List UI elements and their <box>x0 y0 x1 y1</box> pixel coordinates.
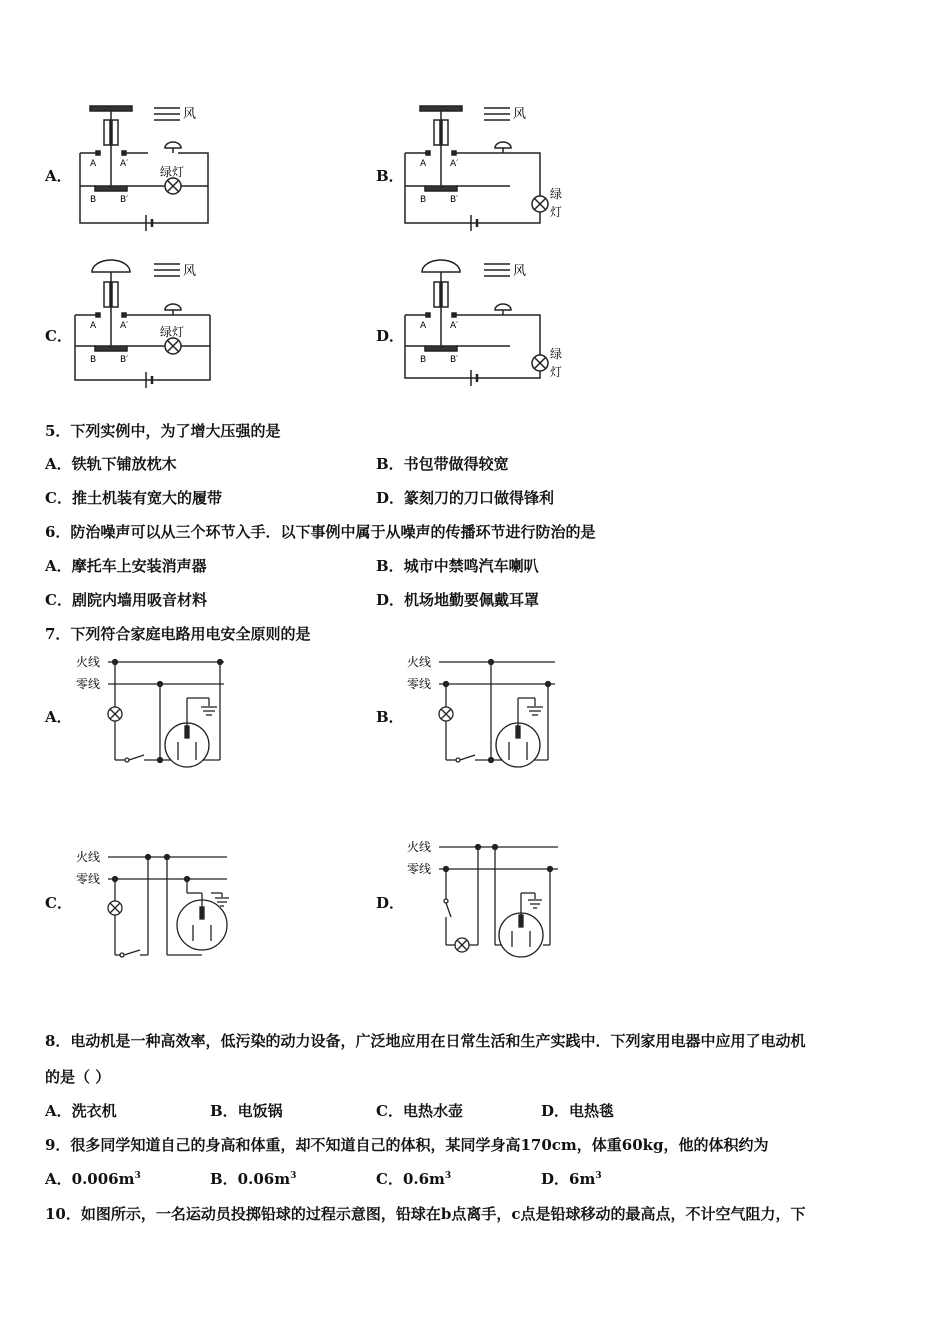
contact-a2-label: A′ <box>120 321 129 331</box>
q7-stem: 7．下列符合家庭电路用电安全原则的是 <box>45 625 311 643</box>
contact-a2-label: A′ <box>120 159 129 169</box>
contact-a-label: A <box>90 159 97 169</box>
q8-option-a[interactable]: A．洗衣机 <box>45 1102 117 1120</box>
q9-option-c-text: C．0.6m <box>376 1170 445 1188</box>
live-wire-label: 火线 <box>76 655 101 669</box>
lamp-label: 绿灯 <box>160 325 185 339</box>
q7-option-a-label: A． <box>45 708 72 726</box>
q9-option-a[interactable] <box>45 1168 141 1189</box>
q9-option-b-text: B．0.06m <box>210 1170 291 1188</box>
q7-option-b-label: B． <box>376 708 404 726</box>
q5-option-b[interactable]: B．书包带做得较宽 <box>376 455 509 473</box>
q6-stem: 6．防治噪声可以从三个环节入手．以下事例中属于从噪声的传播环节进行防治的是 <box>45 523 596 541</box>
contact-b-label: B <box>420 355 427 365</box>
contact-b2-label: B′ <box>120 195 129 205</box>
contact-b-label: B <box>90 355 97 365</box>
q6-option-c[interactable]: C．剧院内墙用吸音材料 <box>45 591 207 609</box>
exponent: 3 <box>444 1171 452 1181</box>
live-wire-label: 火线 <box>407 655 432 669</box>
q9-stem: 9．很多同学知道自己的身高和体重，却不知道自己的体积，某同学身高170cm，体重60kg，他的体积约为 <box>45 1136 769 1154</box>
contact-b-label: B <box>90 195 97 205</box>
contact-a-label: A <box>420 321 427 331</box>
lamp-label: 灯 <box>550 365 563 379</box>
q7-circuit-a <box>72 650 237 775</box>
q6-option-d[interactable]: D．机场地勤要佩戴耳罩 <box>376 591 540 609</box>
lamp-label: 绿灯 <box>160 165 185 179</box>
q9-option-d-text: D．6m <box>541 1170 596 1188</box>
wind-label: 风 <box>183 264 197 279</box>
q9-option-b[interactable] <box>210 1168 296 1189</box>
q4-option-b-label: B． <box>376 167 404 185</box>
q4-option-a-label: A． <box>45 167 72 185</box>
q7-option-d-label: D． <box>376 894 405 912</box>
q8-option-d[interactable]: D．电热毯 <box>541 1102 615 1120</box>
neutral-wire-label: 零线 <box>407 677 432 691</box>
q9-option-d[interactable] <box>541 1168 602 1189</box>
q4-option-d-label: D． <box>376 327 405 345</box>
q7-circuit-d <box>403 835 568 965</box>
exponent: 3 <box>595 1171 602 1181</box>
q7-circuit-c <box>72 845 237 970</box>
wind-label: 风 <box>513 107 527 122</box>
lamp-label: 绿 <box>550 347 563 361</box>
contact-a-label: A <box>420 159 427 169</box>
contact-b2-label: B′ <box>450 355 459 365</box>
contact-a-label: A <box>90 321 97 331</box>
q5-stem: 5．下列实例中，为了增大压强的是 <box>45 422 281 440</box>
wind-label: 风 <box>513 264 527 279</box>
q4-figure-b <box>400 98 570 233</box>
exponent: 3 <box>290 1171 297 1181</box>
q7-option-c-label: C． <box>45 894 72 912</box>
wind-label: 风 <box>183 107 197 122</box>
q5-option-a[interactable]: A．铁轨下铺放枕木 <box>45 455 177 473</box>
q6-option-b[interactable]: B．城市中禁鸣汽车喇叭 <box>376 557 539 575</box>
q5-option-c[interactable]: C．推土机装有宽大的履带 <box>45 489 222 507</box>
q4-figure-c <box>70 258 220 393</box>
q8-option-c[interactable]: C．电热水壶 <box>376 1102 463 1120</box>
lamp-label: 灯 <box>550 205 563 219</box>
q7-circuit-b <box>403 650 568 775</box>
q4-figure-a <box>70 98 220 233</box>
neutral-wire-label: 零线 <box>76 677 101 691</box>
exponent: 3 <box>134 1171 141 1181</box>
q9-option-c[interactable] <box>376 1168 451 1189</box>
contact-a2-label: A′ <box>450 321 459 331</box>
live-wire-label: 火线 <box>407 840 432 854</box>
contact-a2-label: A′ <box>450 159 459 169</box>
q4-figure-d <box>400 258 570 393</box>
neutral-wire-label: 零线 <box>407 862 432 876</box>
contact-b2-label: B′ <box>450 195 459 205</box>
q8-stem-line2: 的是（ ） <box>45 1068 111 1086</box>
q5-option-d[interactable]: D．篆刻刀的刀口做得锋利 <box>376 489 555 507</box>
live-wire-label: 火线 <box>76 850 101 864</box>
neutral-wire-label: 零线 <box>76 872 101 886</box>
q4-option-c-label: C． <box>45 327 72 345</box>
q6-option-a[interactable]: A．摩托车上安装消声器 <box>45 557 207 575</box>
lamp-label: 绿 <box>550 187 563 201</box>
q10-stem: 10．如图所示，一名运动员投掷铅球的过程示意图，铅球在b点离手，c点是铅球移动的最高点，不计空气阻力，下 <box>45 1205 806 1223</box>
q8-option-b[interactable]: B．电饭锅 <box>210 1102 283 1120</box>
q8-stem-line1: 8．电动机是一种高效率，低污染的动力设备，广泛地应用在日常生活和生产实践中．下列家用电器中应用了电动机 <box>45 1032 806 1050</box>
q9-option-a-text: A．0.006m <box>45 1170 135 1188</box>
contact-b-label: B <box>420 195 427 205</box>
contact-b2-label: B′ <box>120 355 129 365</box>
